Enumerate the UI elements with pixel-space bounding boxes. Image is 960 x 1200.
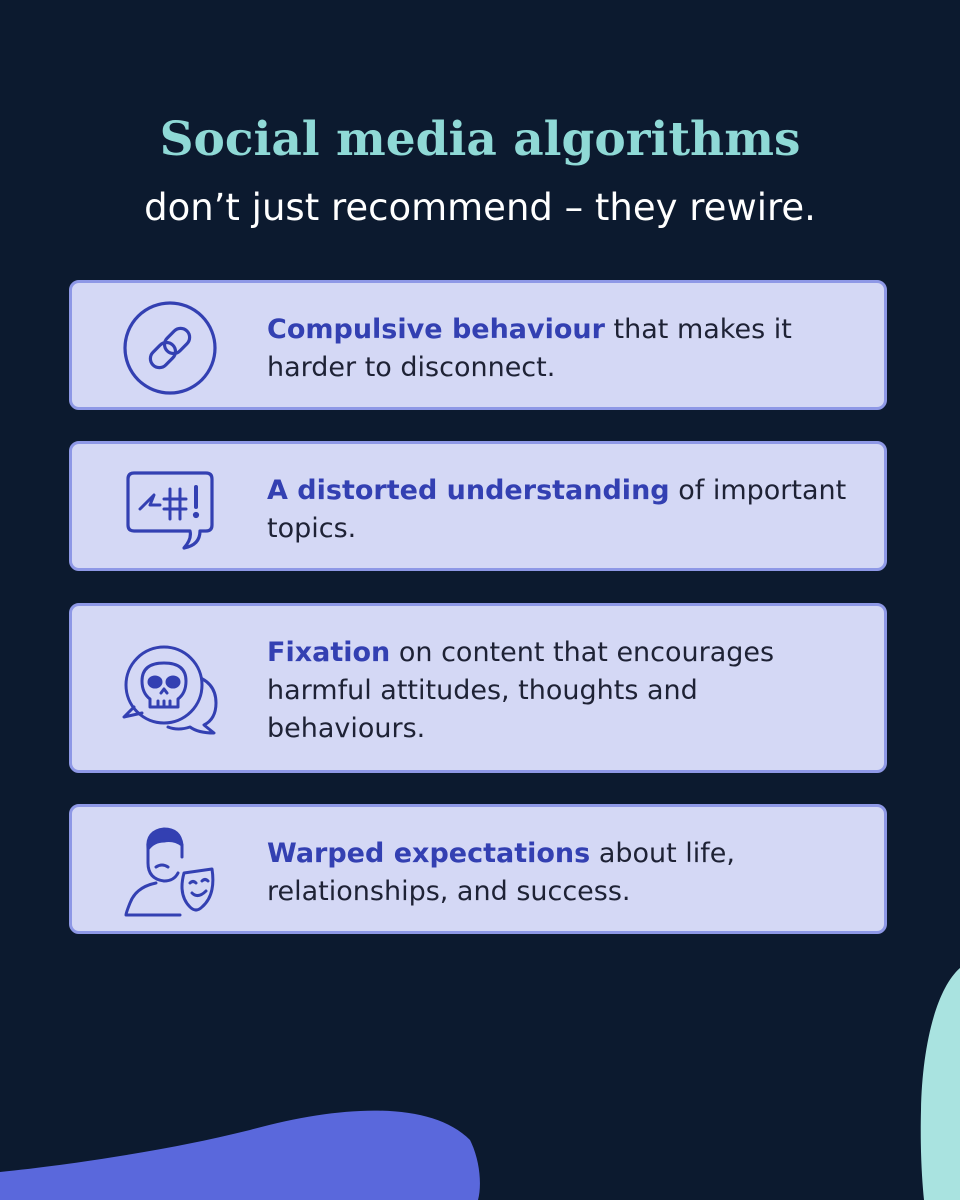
censored-speech-bubble-icon bbox=[120, 459, 220, 559]
card-highlight: Warped expectations bbox=[267, 838, 591, 869]
card-highlight: A distorted understanding bbox=[267, 475, 670, 506]
card-body: that makes it harder to disconnect. bbox=[267, 314, 792, 383]
card-highlight: Fixation bbox=[267, 637, 391, 668]
card-body: about life, relationships, and success. bbox=[267, 838, 736, 907]
card-warped-expectations bbox=[69, 804, 887, 934]
card-fixation bbox=[69, 603, 887, 773]
teal-blob bbox=[921, 968, 960, 1200]
card-body: of important topics. bbox=[267, 475, 847, 544]
page-subtitle: don’t just recommend – they rewire. bbox=[144, 186, 816, 229]
card-text bbox=[267, 311, 857, 387]
card-text bbox=[267, 835, 857, 911]
card-highlight: Compulsive behaviour bbox=[267, 314, 605, 345]
card-distorted-understanding bbox=[69, 441, 887, 571]
card-text bbox=[267, 634, 857, 748]
skull-chat-bubbles-icon bbox=[120, 641, 220, 741]
page-title: Social media algorithms bbox=[159, 112, 801, 167]
chain-link-icon bbox=[120, 298, 220, 398]
card-body: on content that encourages harmful attitudes, thoughts and behaviours. bbox=[267, 637, 775, 744]
person-with-mask-icon bbox=[120, 823, 220, 923]
card-compulsive-behaviour bbox=[69, 280, 887, 410]
card-text bbox=[267, 472, 857, 548]
blue-blob bbox=[0, 1111, 480, 1200]
